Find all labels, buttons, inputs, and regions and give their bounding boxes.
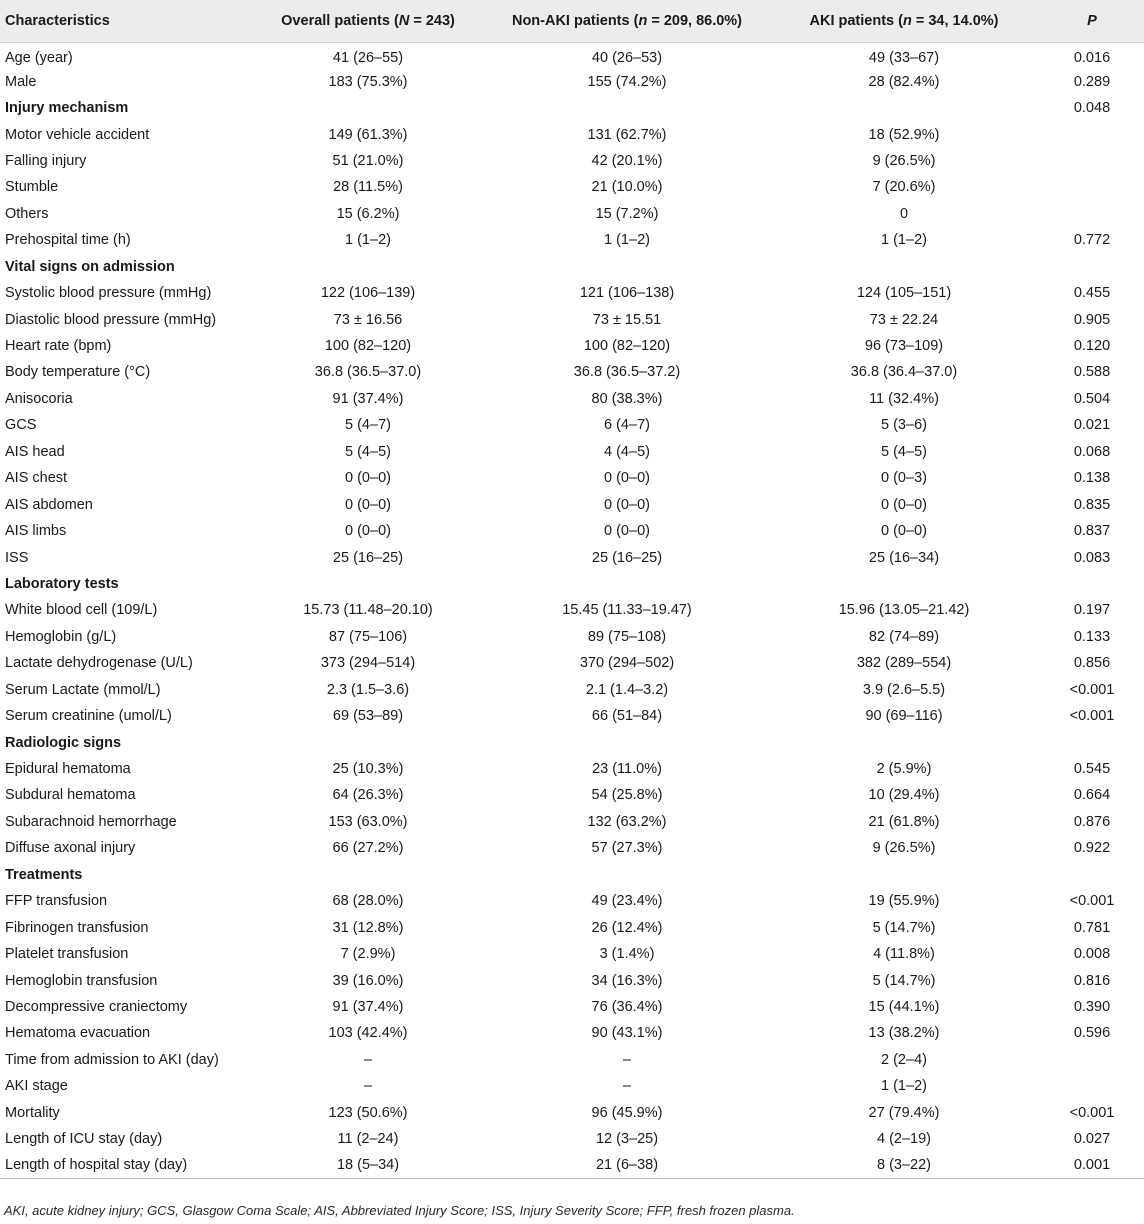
- cell-characteristic: Male: [5, 73, 37, 90]
- cell-non-aki: 21 (10.0%): [591, 179, 663, 196]
- cell-aki: 7 (20.6%): [872, 179, 936, 196]
- table-row: [0, 412, 1144, 438]
- cell-overall: 373 (294–514): [320, 655, 416, 672]
- cell-non-aki: 155 (74.2%): [587, 73, 667, 90]
- cell-p-value: [1040, 571, 1144, 597]
- table-row: [0, 1100, 1144, 1126]
- cell-non-aki: 80 (38.3%): [591, 390, 663, 407]
- cell-overall: 18 (5–34): [250, 1152, 486, 1178]
- cell-characteristic: Mortality: [5, 1104, 60, 1121]
- cell-overall: [250, 95, 486, 121]
- cell-non-aki: 132 (63.2%): [587, 813, 667, 830]
- cell-p-value: [1040, 862, 1144, 888]
- table-row: [0, 1047, 1144, 1073]
- cell-characteristic: Epidural hematoma: [5, 761, 131, 778]
- cell-p-value: 0.588: [1073, 364, 1111, 381]
- cell-overall: 100 (82–120): [324, 338, 412, 355]
- table-row: [0, 491, 1144, 517]
- cell-overall: 0 (0–0): [345, 496, 391, 513]
- cell-p-value: [1040, 201, 1144, 227]
- cell-p-value: 0.664: [1073, 787, 1111, 804]
- cell-characteristic: Falling injury: [5, 152, 87, 169]
- cell-overall: 149 (61.3%): [328, 126, 408, 143]
- header-p-label: P: [1087, 12, 1097, 29]
- cell-characteristic: Decompressive craniectomy: [5, 998, 188, 1015]
- table-row: [0, 1073, 1144, 1099]
- cell-p-value: 0.816: [1073, 972, 1111, 989]
- cell-characteristic: Vital signs on admission: [5, 258, 175, 275]
- cell-characteristic: GCS: [5, 417, 37, 434]
- header-p-value: [1040, 0, 1144, 42]
- table-row: [0, 809, 1144, 835]
- cell-characteristic: AKI stage: [5, 1078, 68, 1095]
- cell-characteristic: AIS chest: [5, 470, 68, 487]
- cell-characteristic: Laboratory tests: [5, 575, 119, 592]
- table-body: [0, 42, 1144, 1179]
- cell-non-aki: 21 (6–38): [486, 1152, 768, 1178]
- cell-non-aki: 15 (7.2%): [595, 205, 659, 222]
- cell-non-aki: 3 (1.4%): [599, 946, 655, 963]
- cell-overall: 5 (4–5): [345, 443, 391, 460]
- table-row: [0, 1020, 1144, 1046]
- section-row: [0, 729, 1144, 755]
- cell-aki: 18 (52.9%): [868, 126, 940, 143]
- cell-characteristic: Anisocoria: [5, 390, 73, 407]
- cell-p-value: <0.001: [1069, 893, 1115, 910]
- cell-overall: 0 (0–0): [345, 523, 391, 540]
- cell-aki: [768, 254, 1040, 280]
- table-row: [0, 333, 1144, 359]
- cell-aki: 0 (0–0): [881, 496, 927, 513]
- cell-characteristic: Serum Lactate (mmol/L): [5, 681, 161, 698]
- cell-non-aki: 4 (4–5): [604, 443, 650, 460]
- cell-non-aki: [486, 95, 768, 121]
- cell-aki: 36.8 (36.4–37.0): [850, 364, 958, 381]
- cell-p-value: 0.068: [1073, 443, 1111, 460]
- cell-non-aki: 40 (26–53): [591, 50, 663, 67]
- cell-p-value: 0.008: [1073, 946, 1111, 963]
- cell-overall: 73 ± 16.56: [333, 311, 403, 328]
- cell-p-value: 0.545: [1073, 761, 1111, 778]
- table-row: [0, 359, 1144, 385]
- cell-aki: 382 (289–554): [856, 655, 952, 672]
- cell-p-value: 0.083: [1073, 549, 1111, 566]
- cell-p-value: 0.120: [1073, 338, 1111, 355]
- cell-non-aki: 131 (62.7%): [587, 126, 667, 143]
- cell-p-value: [1040, 1047, 1144, 1073]
- cell-aki: 15.96 (13.05–21.42): [838, 602, 970, 619]
- cell-aki: 8 (3–22): [768, 1152, 1040, 1178]
- cell-p-value: [1040, 121, 1144, 147]
- table-row: [0, 994, 1144, 1020]
- cell-overall: 5 (4–7): [345, 417, 391, 434]
- cell-aki: 2 (5.9%): [876, 761, 932, 778]
- cell-aki: 96 (73–109): [864, 338, 944, 355]
- cell-p-value: [1040, 729, 1144, 755]
- cell-non-aki: 76 (36.4%): [591, 998, 663, 1015]
- cell-p-value: 0.016: [1073, 50, 1111, 67]
- cell-p-value: [1040, 254, 1144, 280]
- cell-overall: 36.8 (36.5–37.0): [314, 364, 422, 381]
- cell-aki: 49 (33–67): [868, 50, 940, 67]
- cell-aki: 9 (26.5%): [872, 152, 936, 169]
- table-row: [0, 148, 1144, 174]
- cell-aki: 73 ± 22.24: [869, 311, 939, 328]
- cell-p-value: 0.027: [1073, 1131, 1111, 1148]
- cell-characteristic: Diastolic blood pressure (mmHg): [5, 311, 217, 328]
- cell-aki: 0 (0–0): [881, 523, 927, 540]
- cell-aki: 90 (69–116): [865, 708, 943, 725]
- cell-non-aki: 370 (294–502): [579, 655, 675, 672]
- cell-aki: 21 (61.8%): [868, 813, 940, 830]
- cell-aki: 1 (1–2): [881, 232, 927, 249]
- cell-non-aki: [486, 729, 768, 755]
- cell-overall: 183 (75.3%): [328, 73, 408, 90]
- cell-non-aki: 36.8 (36.5–37.2): [573, 364, 681, 381]
- header-row: [0, 0, 1144, 42]
- table-row: [0, 386, 1144, 412]
- header-aki-patients: [768, 0, 1040, 42]
- cell-characteristic: Platelet transfusion: [5, 946, 129, 963]
- cell-p-value: 0.133: [1073, 628, 1111, 645]
- header-aki-n: n: [902, 12, 912, 29]
- cell-characteristic: AIS abdomen: [5, 496, 93, 513]
- cell-p-value: 0.905: [1073, 311, 1111, 328]
- cell-non-aki: 0 (0–0): [604, 523, 650, 540]
- header-overall-n: N: [398, 12, 410, 29]
- table-row: [0, 756, 1144, 782]
- cell-characteristic: Hemoglobin (g/L): [5, 628, 117, 645]
- cell-overall: 91 (37.4%): [332, 998, 404, 1015]
- cell-overall: 31 (12.8%): [332, 919, 404, 936]
- cell-aki: 5 (3–6): [881, 417, 927, 434]
- section-row: [0, 95, 1144, 121]
- cell-characteristic: Prehospital time (h): [5, 232, 131, 249]
- cell-non-aki: 12 (3–25): [595, 1131, 659, 1148]
- table-row: [0, 597, 1144, 623]
- cell-p-value: [1040, 1073, 1144, 1099]
- cell-characteristic: Treatments: [5, 866, 83, 883]
- cell-p-value: 0.835: [1073, 496, 1111, 513]
- table-footnote: AKI, acute kidney injury; GCS, Glasgow Coma Scale; AIS, Abbreviated Injury Score; ISS, Injury Severity Score; FFP, fresh frozen plasma.: [4, 1203, 795, 1218]
- cell-characteristic: Hemoglobin transfusion: [5, 972, 158, 989]
- cell-characteristic: Motor vehicle accident: [5, 126, 150, 143]
- section-row: [0, 862, 1144, 888]
- cell-p-value: <0.001: [1069, 1104, 1115, 1121]
- cell-overall: 153 (63.0%): [328, 813, 408, 830]
- cell-non-aki: 90 (43.1%): [591, 1025, 663, 1042]
- cell-overall: [250, 571, 486, 597]
- cell-aki: 124 (105–151): [856, 285, 952, 302]
- table-row: [0, 42, 1144, 68]
- cell-p-value: 0.048: [1073, 100, 1111, 117]
- cell-aki: 11 (32.4%): [869, 390, 939, 407]
- cell-overall: 68 (28.0%): [332, 893, 404, 910]
- cell-non-aki: 96 (45.9%): [591, 1104, 663, 1121]
- table-row: [0, 280, 1144, 306]
- cell-p-value: 0.001: [1040, 1152, 1144, 1178]
- cell-characteristic: Body temperature (°C): [5, 364, 151, 381]
- cell-overall: 122 (106–139): [320, 285, 416, 302]
- cell-characteristic: Length of hospital stay (day): [0, 1152, 250, 1178]
- cell-aki: 27 (79.4%): [868, 1104, 940, 1121]
- section-row: [0, 254, 1144, 280]
- cell-p-value: 0.138: [1073, 470, 1111, 487]
- section-row: [0, 571, 1144, 597]
- cell-p-value: <0.001: [1069, 681, 1115, 698]
- cell-overall: 39 (16.0%): [332, 972, 404, 989]
- table-row: [0, 914, 1144, 940]
- cell-overall: 66 (27.2%): [332, 840, 404, 857]
- cell-overall: 2.3 (1.5–3.6): [326, 681, 410, 698]
- cell-overall: 69 (53–89): [332, 708, 404, 725]
- cell-p-value: 0.504: [1073, 390, 1111, 407]
- cell-p-value: 0.390: [1073, 998, 1111, 1015]
- cell-p-value: 0.021: [1073, 417, 1111, 434]
- cell-overall: 28 (11.5%): [333, 179, 403, 196]
- table-row: [0, 782, 1144, 808]
- table-row: [0, 835, 1144, 861]
- cell-aki: 0 (0–3): [881, 470, 927, 487]
- cell-characteristic: AIS head: [5, 443, 65, 460]
- cell-non-aki: 1 (1–2): [604, 232, 650, 249]
- cell-aki: [768, 862, 1040, 888]
- cell-overall: [250, 862, 486, 888]
- cell-overall: 87 (75–106): [328, 628, 408, 645]
- header-nonaki-n: n: [638, 12, 648, 29]
- cell-non-aki: 66 (51–84): [591, 708, 663, 725]
- cell-overall: 25 (16–25): [332, 549, 404, 566]
- cell-characteristic: Heart rate (bpm): [5, 338, 112, 355]
- cell-non-aki: 42 (20.1%): [591, 152, 663, 169]
- header-non-aki-patients: [486, 0, 768, 42]
- cell-characteristic: Fibrinogen transfusion: [5, 919, 149, 936]
- table-row: [0, 174, 1144, 200]
- table-row: [0, 677, 1144, 703]
- table-row: [0, 439, 1144, 465]
- table-row: [0, 306, 1144, 332]
- cell-characteristic: Hematoma evacuation: [5, 1025, 151, 1042]
- cell-characteristic: Diffuse axonal injury: [5, 840, 136, 857]
- header-nonaki-count: = 209, 86.0%): [647, 12, 743, 29]
- cell-p-value: 0.596: [1073, 1025, 1111, 1042]
- cell-overall: 41 (26–55): [332, 50, 404, 67]
- cell-aki: 5 (14.7%): [872, 919, 936, 936]
- cell-non-aki: 0 (0–0): [604, 496, 650, 513]
- cell-p-value: 0.922: [1073, 840, 1111, 857]
- cell-characteristic: Subdural hematoma: [5, 787, 136, 804]
- table-row: [0, 1152, 1144, 1178]
- table-row: [0, 967, 1144, 993]
- cell-aki: 13 (38.2%): [868, 1025, 940, 1042]
- cell-characteristic: Systolic blood pressure (mmHg): [5, 285, 212, 302]
- table-row: [0, 201, 1144, 227]
- cell-overall: –: [363, 1078, 373, 1095]
- table-row: [0, 624, 1144, 650]
- cell-non-aki: 89 (75–108): [587, 628, 667, 645]
- cell-aki: 9 (26.5%): [872, 840, 936, 857]
- cell-overall: 123 (50.6%): [328, 1104, 408, 1121]
- cell-p-value: [1040, 174, 1144, 200]
- cell-characteristic: Lactate dehydrogenase (U/L): [5, 655, 193, 672]
- cell-non-aki: 100 (82–120): [583, 338, 671, 355]
- cell-overall: 103 (42.4%): [328, 1025, 408, 1042]
- cell-characteristic: ISS: [5, 549, 29, 566]
- header-overall-patients: [250, 0, 486, 42]
- table-row: [0, 703, 1144, 729]
- cell-p-value: <0.001: [1069, 708, 1115, 725]
- cell-aki: 15 (44.1%): [868, 998, 940, 1015]
- table-row: [0, 650, 1144, 676]
- cell-characteristic: Stumble: [5, 179, 59, 196]
- cell-non-aki: 2.1 (1.4–3.2): [585, 681, 669, 698]
- table-row: [0, 888, 1144, 914]
- cell-aki: 82 (74–89): [868, 628, 940, 645]
- cell-aki: [768, 729, 1040, 755]
- cell-p-value: 0.781: [1073, 919, 1111, 936]
- cell-non-aki: 15.45 (11.33–19.47): [562, 602, 692, 619]
- cell-non-aki: 34 (16.3%): [591, 972, 663, 989]
- cell-overall: 91 (37.4%): [332, 390, 404, 407]
- cell-overall: –: [363, 1051, 373, 1068]
- cell-p-value: 0.856: [1073, 655, 1111, 672]
- cell-overall: 15 (6.2%): [336, 205, 400, 222]
- cell-characteristic: Others: [5, 205, 49, 222]
- cell-aki: 4 (2–19): [876, 1131, 931, 1148]
- cell-p-value: 0.455: [1073, 285, 1111, 302]
- cell-p-value: 0.876: [1073, 813, 1111, 830]
- cell-overall: [250, 729, 486, 755]
- cell-non-aki: 25 (16–25): [591, 549, 663, 566]
- cell-aki: 25 (16–34): [868, 549, 940, 566]
- cell-characteristic: Radiologic signs: [5, 734, 122, 751]
- table-row: [0, 121, 1144, 147]
- cell-aki: [768, 571, 1040, 597]
- cell-non-aki: 57 (27.3%): [591, 840, 663, 857]
- cell-non-aki: [486, 571, 768, 597]
- cell-aki: 2 (2–4): [881, 1051, 927, 1068]
- cell-overall: 11 (2–24): [337, 1131, 399, 1148]
- table-row: [0, 1126, 1144, 1152]
- cell-non-aki: 26 (12.4%): [591, 919, 663, 936]
- cell-overall: 0 (0–0): [345, 470, 391, 487]
- cell-p-value: 0.772: [1073, 232, 1111, 249]
- cell-non-aki: 73 ± 15.51: [592, 311, 662, 328]
- cell-p-value: [1040, 148, 1144, 174]
- cell-non-aki: –: [622, 1051, 632, 1068]
- cell-p-value: 0.289: [1073, 73, 1111, 90]
- header-overall-text: Overall patients (: [281, 12, 399, 29]
- cell-non-aki: 54 (25.8%): [591, 787, 663, 804]
- table-header: [0, 0, 1144, 42]
- cell-characteristic: Subarachnoid hemorrhage: [5, 813, 177, 830]
- header-overall-count: = 243): [409, 12, 455, 29]
- cell-aki: [768, 95, 1040, 121]
- header-aki-count: = 34, 14.0%): [911, 12, 999, 29]
- cell-overall: 1 (1–2): [345, 232, 391, 249]
- cell-p-value: 0.837: [1073, 523, 1111, 540]
- header-aki-text: AKI patients (: [809, 12, 903, 29]
- cell-aki: 10 (29.4%): [868, 787, 940, 804]
- table-row: [0, 544, 1144, 570]
- table-row: [0, 465, 1144, 491]
- cell-overall: 51 (21.0%): [332, 152, 404, 169]
- cell-non-aki: 49 (23.4%): [591, 893, 663, 910]
- cell-characteristic: Age (year): [5, 50, 73, 67]
- cell-overall: 15.73 (11.48–20.10): [303, 602, 433, 619]
- cell-aki: 0: [899, 205, 909, 222]
- cell-aki: 5 (4–5): [881, 443, 927, 460]
- header-nonaki-text: Non-AKI patients (: [511, 12, 639, 29]
- cell-characteristic: Injury mechanism: [5, 100, 129, 117]
- cell-characteristic: FFP transfusion: [5, 893, 108, 910]
- cell-non-aki: [486, 254, 768, 280]
- cell-p-value: 0.197: [1073, 602, 1111, 619]
- cell-characteristic: Length of ICU stay (day): [5, 1131, 163, 1148]
- cell-characteristic: White blood cell (109/L): [5, 602, 158, 619]
- cell-aki: 19 (55.9%): [868, 893, 940, 910]
- cell-non-aki: [486, 862, 768, 888]
- cell-aki: 3.9 (2.6–5.5): [862, 681, 946, 698]
- table-row: [0, 68, 1144, 94]
- header-characteristics: Characteristics: [0, 0, 250, 42]
- cell-overall: [250, 254, 486, 280]
- cell-characteristic: AIS limbs: [5, 523, 67, 540]
- cell-non-aki: 23 (11.0%): [592, 761, 662, 778]
- table-row: [0, 227, 1144, 253]
- cell-aki: 5 (14.7%): [872, 972, 936, 989]
- cell-aki: 4 (11.8%): [873, 946, 935, 963]
- table-row: [0, 941, 1144, 967]
- cell-non-aki: 121 (106–138): [579, 285, 675, 302]
- cell-aki: 28 (82.4%): [868, 73, 940, 90]
- cell-aki: 1 (1–2): [881, 1078, 927, 1095]
- cell-overall: 64 (26.3%): [332, 787, 404, 804]
- cell-characteristic: Serum creatinine (umol/L): [5, 708, 172, 725]
- cell-non-aki: –: [622, 1078, 632, 1095]
- cell-non-aki: 6 (4–7): [604, 417, 650, 434]
- cell-characteristic: Time from admission to AKI (day): [5, 1051, 219, 1068]
- cell-non-aki: 0 (0–0): [604, 470, 650, 487]
- table-row: [0, 518, 1144, 544]
- cell-overall: 7 (2.9%): [340, 946, 396, 963]
- cell-overall: 25 (10.3%): [332, 761, 404, 778]
